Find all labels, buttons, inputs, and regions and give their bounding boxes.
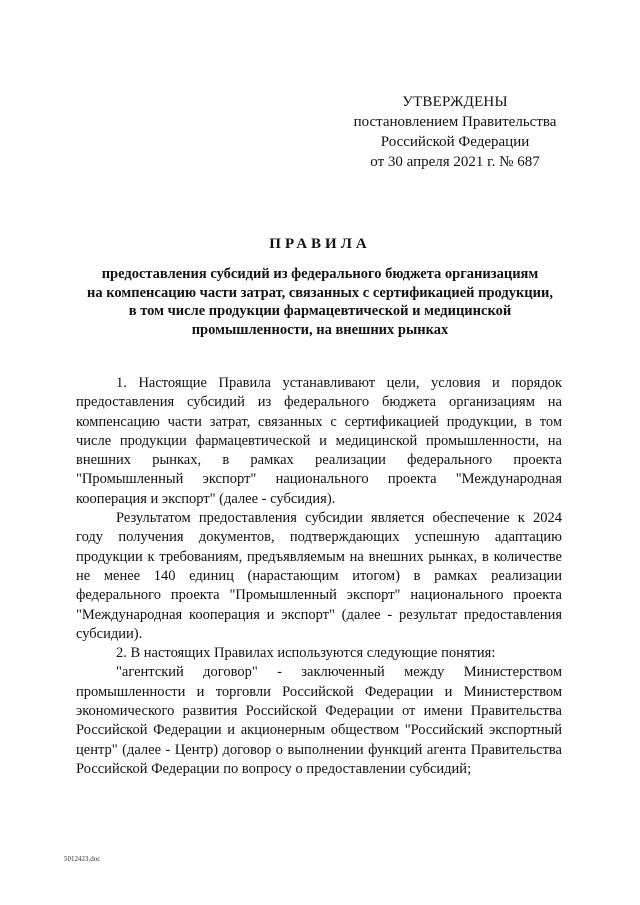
file-name-footer: 5012423.doc (64, 855, 101, 863)
approval-heading: УТВЕРЖДЕНЫ (402, 94, 508, 110)
paragraph-agency-agreement: "агентский договор" - заключенный между Министерством промышленности и торговли Российской Федерации и Министерством экономического развития Российской Федерации от имени Правительства Российской Федерации и акционерным обществом "Российский экспортный центр" (далее - Центр) договор о выполнении функций агента Правительства Российской Федерации по вопросу о предоставлении субсидий; (76, 664, 562, 777)
subtitle-line: на компенсацию части затрат, связанных с сертификацией продукции, (87, 284, 553, 301)
approval-line-government: Российской Федерации (380, 134, 530, 150)
subtitle-line: предоставления субсидий из федерального бюджета организациям (101, 266, 539, 282)
approval-line-resolution: постановлением Правительства (353, 114, 557, 130)
paragraph-result: Результатом предоставления субсидии является обеспечение к 2024 году получения документов, подтверждающих успешную адаптацию продукции к требованиям, предъявляемым на внешних рынках, в количестве не менее 140 единиц (нарастающим итогом) в рамках реализации федерального проекта "Промышленный экспорт" национального проекта "Международная кооперация и экспорт" (далее - результат предоставления субсидии). (76, 510, 562, 642)
document-subtitle (70, 265, 570, 339)
subtitle-line: в том числе продукции фармацевтической и медицинской (128, 303, 512, 319)
document-body (76, 374, 562, 779)
paragraph-1-purpose: 1. Настоящие Правила устанавливают цели, условия и порядок предоставления субсидий из федерального бюджета организациям на компенсацию части затрат, связанных с сертификацией продукции, в том числе продукции фармацевтической и медицинской промышленности, на внешних рынках, в рамках реализации федерального проекта "Промышленный экспорт" национального проекта "Международная кооперация и экспорт" (далее - субсидия). (76, 375, 562, 507)
subtitle-line: промышленности, на внешних рынках (191, 321, 449, 338)
document-title: ПРАВИЛА (269, 236, 371, 252)
approval-line-date-number: от 30 апреля 2021 г. № 687 (370, 154, 540, 170)
paragraph-2-definitions: 2. В настоящих Правилах используются следующие понятия: (116, 645, 496, 662)
approval-stamp (330, 92, 580, 172)
